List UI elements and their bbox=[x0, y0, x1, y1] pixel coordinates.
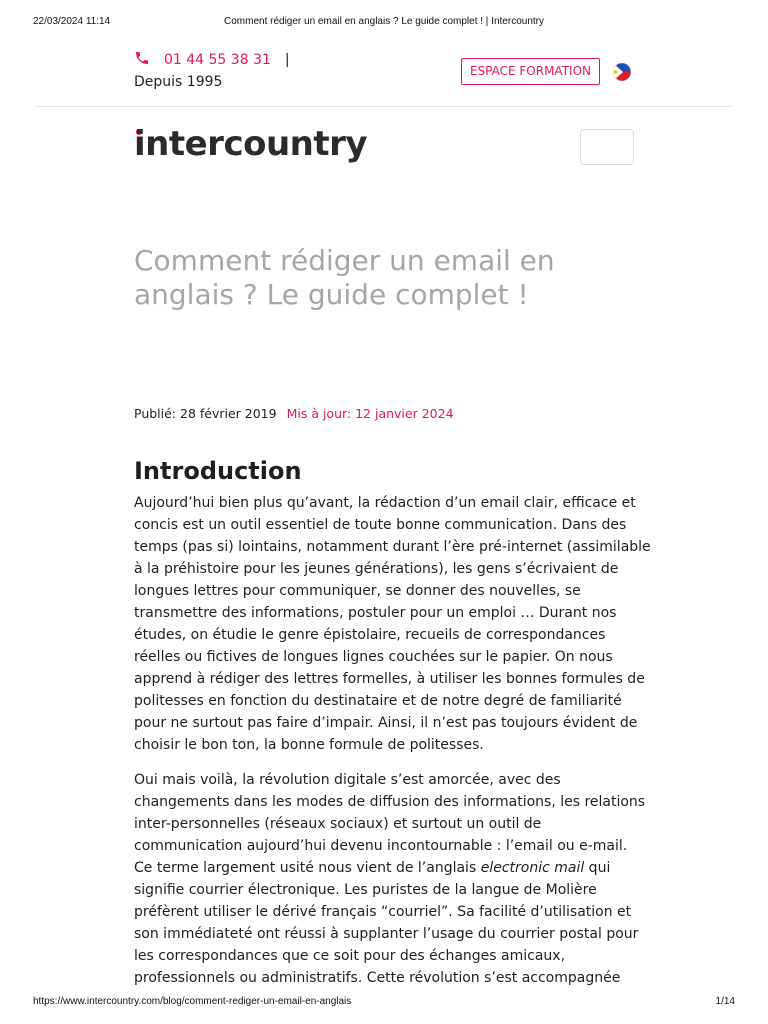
text-line: signifie courrier électronique. Les puristes de la langue de Molière bbox=[134, 882, 597, 898]
text-line: communication aujourd’hui devenu incontournable : l’email ou e-mail. bbox=[134, 838, 628, 854]
intro-paragraph-2 bbox=[134, 769, 646, 989]
text-line: inter-personnelles (réseaux sociaux) et surtout un outil de bbox=[134, 816, 542, 832]
phone-icon bbox=[134, 50, 150, 66]
text-line: Oui mais voilà, la révolution digitale s’est amorcée, avec des bbox=[134, 772, 561, 788]
text-line: longues lettres pour communiquer, se donner des nouvelles, se bbox=[134, 583, 581, 599]
text-line: changements dans les modes de diffusion des informations, les relations bbox=[134, 794, 646, 810]
print-page-title: Comment rédiger un email en anglais ? Le guide complet ! | Intercountry bbox=[224, 16, 544, 27]
intercountry-logo[interactable] bbox=[134, 125, 374, 169]
text-line: Aujourd’hui bien plus qu’avant, la rédaction d’un email clair, efficace et bbox=[134, 495, 636, 511]
text-line: professionnels ou administratifs. Cette révolution s’est accompagnée bbox=[134, 970, 621, 986]
text-line bbox=[134, 857, 634, 879]
text-line: choisir le bon ton, la bonne formule de politesses. bbox=[134, 737, 484, 753]
print-datetime: 22/03/2024 11:14 bbox=[33, 16, 111, 27]
text-fragment: Ce terme largement usité nous vient de l’anglais bbox=[134, 860, 481, 876]
text-fragment: qui bbox=[584, 860, 611, 876]
text-line: études, on étudie le genre épistolaire, recueils de correspondances bbox=[134, 627, 606, 643]
page-title bbox=[134, 244, 594, 312]
updated-date: Mis à jour: 12 janvier 2024 bbox=[286, 406, 454, 421]
print-url: https://www.intercountry.com/blog/comment-rediger-un-email-en-anglais bbox=[33, 996, 352, 1007]
intro-paragraph-1 bbox=[134, 492, 651, 756]
text-line: transmettre des informations, postuler pour un emploi … Durant nos bbox=[134, 605, 617, 621]
text-line: réelles ou fictives de longues lignes couchées sur le papier. On nous bbox=[134, 649, 613, 665]
espace-formation-button[interactable]: ESPACE FORMATION bbox=[461, 58, 600, 85]
text-line: pour ne surtout pas faire d’impair. Ainsi, il n’est pas toujours évident de bbox=[134, 715, 638, 731]
title-line: Comment rédiger un email en bbox=[134, 244, 555, 277]
article-meta bbox=[134, 405, 454, 423]
text-line: temps (pas si) lointains, notamment durant l’ère pré-internet (assimilable bbox=[134, 539, 651, 555]
text-line: préfèrent utiliser le dérivé français “courriel”. Sa facilité d’utilisation et bbox=[134, 904, 632, 920]
text-line: les correspondances que ce soit pour des échanges amicaux, bbox=[134, 948, 566, 964]
phone-row bbox=[134, 50, 290, 70]
logo-text: intercountry bbox=[134, 125, 368, 164]
topbar bbox=[134, 50, 632, 92]
menu-button[interactable] bbox=[580, 129, 634, 165]
published-date: Publié: 28 février 2019 bbox=[134, 406, 277, 421]
separator: | bbox=[284, 52, 290, 68]
text-line: politesses en fonction du destinataire et de notre degré de familiarité bbox=[134, 693, 622, 709]
text-line: son immédiateté ont réussi à supplanter l’usage du courrier postal pour bbox=[134, 926, 639, 942]
emphasis-text: electronic mail bbox=[480, 860, 585, 876]
header-divider bbox=[35, 106, 732, 107]
text-line: concis est un outil essentiel de toute bonne communication. Dans des bbox=[134, 517, 627, 533]
print-page-number: 1/14 bbox=[715, 996, 735, 1007]
since-label: Depuis 1995 bbox=[134, 74, 223, 90]
philippines-flag-icon[interactable] bbox=[612, 62, 632, 82]
text-line: apprend à rédiger des lettres formelles, à utiliser les bonnes formules de bbox=[134, 671, 645, 687]
title-line: anglais ? Le guide complet ! bbox=[134, 278, 529, 311]
intro-heading: Introduction bbox=[134, 457, 302, 485]
phone-link[interactable]: 01 44 55 38 31 bbox=[164, 52, 271, 68]
text-line: à la préhistoire pour les jeunes générations), les gens s’écrivaient de bbox=[134, 561, 619, 577]
